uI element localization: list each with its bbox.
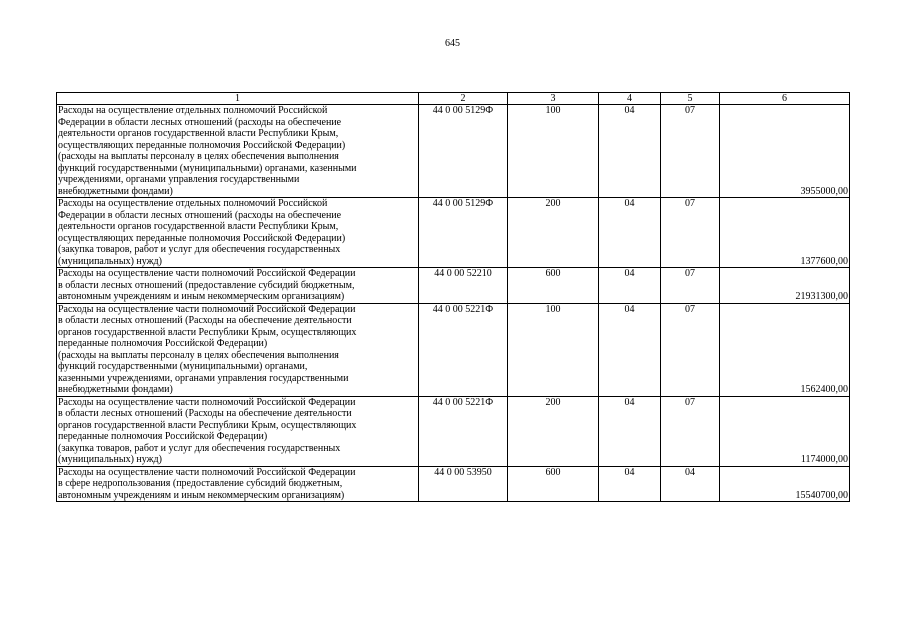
- row-col4: 04: [599, 396, 661, 466]
- description-text: Расходы на осуществление части полномочий Российской Федерации в области лесных отношений (Расходы на обеспечение деятельности органов государственной власти Республики Крым, осуществляющих переданные полномочия Российской Федерации) (закупка товаров, работ и услуг для обеспечения государственных (муниципальных) нужд): [58, 396, 357, 465]
- header-cell-5: 5: [661, 93, 720, 105]
- row-code: 44 0 00 53950: [419, 466, 508, 502]
- row-col5: 07: [661, 268, 720, 304]
- row-col4: 04: [599, 105, 661, 198]
- description-text: Расходы на осуществление отдельных полномочий Российской Федерации в области лесных отношений (расходы на обеспечение деятельности органов государственной власти Республики Крым, осуществляющих переданные полномочия Российской Федерации) (расходы на выплаты персоналу в целях обеспечения выполнения функций государственными (муниципальными) органами, казенными учреждениями, органами управления государственными внебюджетными фондами): [58, 105, 357, 197]
- row-description: [57, 396, 419, 466]
- table-row: [57, 303, 850, 396]
- row-col4: 04: [599, 466, 661, 502]
- description-text: Расходы на осуществление части полномочий Российской Федерации в области лесных отношений (Расходы на обеспечение деятельности органов государственной власти Республики Крым, осуществляющих переданные полномочия Российской Федерации) (расходы на выплаты персоналу в целях обеспечения выполнения функций государственными (муниципальными) органами, казенными учреждениями, органами управления государственными внебюджетными фондами): [58, 303, 357, 395]
- row-amount: 1377600,00: [720, 198, 850, 268]
- header-cell-3: 3: [508, 93, 599, 105]
- row-col3: 600: [508, 268, 599, 304]
- row-description: [57, 105, 419, 198]
- row-col4: 04: [599, 303, 661, 396]
- row-code: 44 0 00 5129Ф: [419, 198, 508, 268]
- row-col5: 07: [661, 198, 720, 268]
- header-cell-4: 4: [599, 93, 661, 105]
- row-amount: 21931300,00: [720, 268, 850, 304]
- row-amount: 15540700,00: [720, 466, 850, 502]
- row-col3: 200: [508, 396, 599, 466]
- row-description: [57, 303, 419, 396]
- row-col5: 07: [661, 105, 720, 198]
- table-header-row: [57, 93, 850, 105]
- table-row: [57, 105, 850, 198]
- row-amount: 1174000,00: [720, 396, 850, 466]
- table-row: [57, 198, 850, 268]
- row-col3: 100: [508, 303, 599, 396]
- row-amount: 3955000,00: [720, 105, 850, 198]
- row-amount: 1562400,00: [720, 303, 850, 396]
- row-col3: 200: [508, 198, 599, 268]
- row-code: 44 0 00 52210: [419, 268, 508, 304]
- header-cell-6: 6: [720, 93, 850, 105]
- row-code: 44 0 00 5129Ф: [419, 105, 508, 198]
- row-description: [57, 466, 419, 502]
- table-row: [57, 466, 850, 502]
- table-row: [57, 268, 850, 304]
- row-code: 44 0 00 5221Ф: [419, 396, 508, 466]
- row-description: [57, 198, 419, 268]
- row-col5: 07: [661, 396, 720, 466]
- budget-table: [56, 92, 850, 502]
- row-col5: 04: [661, 466, 720, 502]
- description-text: Расходы на осуществление части полномочий Российской Федерации в сфере недропользования (предоставление субсидий бюджетным, автономным учреждениям и иным некоммерческим организациям): [58, 466, 356, 501]
- page-number: 645: [445, 38, 460, 49]
- description-text: Расходы на осуществление отдельных полномочий Российской Федерации в области лесных отношений (расходы на обеспечение деятельности органов государственной власти Республики Крым, осуществляющих переданные полномочия Российской Федерации) (закупка товаров, работ и услуг для обеспечения государственных (муниципальных) нужд): [58, 198, 346, 267]
- table-row: [57, 396, 850, 466]
- row-description: [57, 268, 419, 304]
- row-col4: 04: [599, 198, 661, 268]
- row-col5: 07: [661, 303, 720, 396]
- row-code: 44 0 00 5221Ф: [419, 303, 508, 396]
- header-cell-2: 2: [419, 93, 508, 105]
- header-cell-1: 1: [57, 93, 419, 105]
- row-col3: 100: [508, 105, 599, 198]
- description-text: Расходы на осуществление части полномочий Российской Федерации в области лесных отношений (предоставление субсидий бюджетным, автономным учреждениям и иным некоммерческим организациям): [58, 268, 356, 302]
- row-col3: 600: [508, 466, 599, 502]
- row-col4: 04: [599, 268, 661, 304]
